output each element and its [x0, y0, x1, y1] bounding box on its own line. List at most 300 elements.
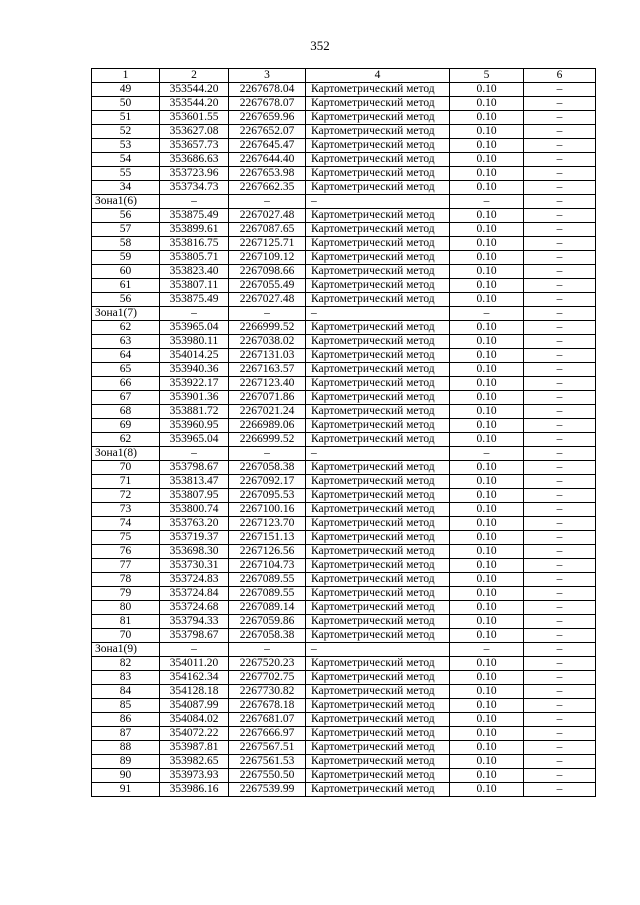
table-cell: Картометрический метод — [306, 545, 450, 559]
table-cell: 353807.11 — [160, 279, 229, 293]
table-cell: 2267125.71 — [229, 237, 306, 251]
table-cell: 76 — [92, 545, 160, 559]
table-cell: Картометрический метод — [306, 349, 450, 363]
table-cell: 354084.02 — [160, 713, 229, 727]
table-cell: – — [524, 265, 596, 279]
table-cell: 2267058.38 — [229, 461, 306, 475]
table-cell: 81 — [92, 615, 160, 629]
table-cell: 353719.37 — [160, 531, 229, 545]
table-cell: Картометрический метод — [306, 265, 450, 279]
table-cell: – — [524, 671, 596, 685]
table-cell: – — [229, 307, 306, 321]
table-cell: 61 — [92, 279, 160, 293]
table-cell: – — [229, 447, 306, 461]
table-cell: – — [524, 727, 596, 741]
table-row — [92, 363, 596, 377]
table-cell: – — [450, 447, 524, 461]
table-row — [92, 419, 596, 433]
table-cell: 0.10 — [450, 699, 524, 713]
table-cell: Картометрический метод — [306, 461, 450, 475]
table-cell: 2267652.07 — [229, 125, 306, 139]
table-cell: 63 — [92, 335, 160, 349]
table-cell: 0.10 — [450, 531, 524, 545]
table-cell: 0.10 — [450, 727, 524, 741]
table-cell: 0.10 — [450, 657, 524, 671]
column-header: 3 — [229, 69, 306, 83]
table-cell: 57 — [92, 223, 160, 237]
table-cell: – — [524, 615, 596, 629]
table-cell: 353922.17 — [160, 377, 229, 391]
table-row — [92, 699, 596, 713]
table-row — [92, 629, 596, 643]
table-cell: Картометрический метод — [306, 181, 450, 195]
table-cell: – — [306, 195, 450, 209]
table-cell: Картометрический метод — [306, 671, 450, 685]
table-cell: 0.10 — [450, 265, 524, 279]
table-header-row — [92, 69, 596, 83]
table-cell: 68 — [92, 405, 160, 419]
table-cell: 0.10 — [450, 377, 524, 391]
table-cell: – — [524, 377, 596, 391]
table-cell: 0.10 — [450, 559, 524, 573]
table-cell: Картометрический метод — [306, 139, 450, 153]
table-cell: – — [450, 195, 524, 209]
table-cell: 2267567.51 — [229, 741, 306, 755]
table-row — [92, 503, 596, 517]
table-cell: 0.10 — [450, 587, 524, 601]
table-cell: 2267666.97 — [229, 727, 306, 741]
table-cell: 84 — [92, 685, 160, 699]
table-cell: 0.10 — [450, 153, 524, 167]
table-cell: 2267561.53 — [229, 755, 306, 769]
table-cell: 353544.20 — [160, 97, 229, 111]
column-header: 6 — [524, 69, 596, 83]
table-cell: 78 — [92, 573, 160, 587]
table-cell: 353965.04 — [160, 433, 229, 447]
column-header: 2 — [160, 69, 229, 83]
table-row — [92, 405, 596, 419]
table-cell: 353800.74 — [160, 503, 229, 517]
table-cell: – — [524, 363, 596, 377]
table-cell: Картометрический метод — [306, 531, 450, 545]
table-cell: 0.10 — [450, 209, 524, 223]
table-cell: 353686.63 — [160, 153, 229, 167]
table-cell: – — [524, 251, 596, 265]
table-cell: 82 — [92, 657, 160, 671]
table-cell: 0.10 — [450, 419, 524, 433]
table-cell: 0.10 — [450, 741, 524, 755]
table-cell: 0.10 — [450, 335, 524, 349]
table-row — [92, 125, 596, 139]
table-cell: – — [160, 643, 229, 657]
table-cell: – — [524, 587, 596, 601]
table-cell: – — [160, 195, 229, 209]
table-cell: Картометрический метод — [306, 489, 450, 503]
table-row — [92, 601, 596, 615]
table-cell: – — [524, 461, 596, 475]
table-cell: – — [524, 419, 596, 433]
table-cell: Зона1(7) — [92, 307, 160, 321]
table-cell: – — [524, 699, 596, 713]
table-cell: 56 — [92, 209, 160, 223]
table-cell: – — [524, 307, 596, 321]
table-cell: Картометрический метод — [306, 419, 450, 433]
table-cell: 0.10 — [450, 251, 524, 265]
table-cell: 91 — [92, 783, 160, 797]
table-row — [92, 251, 596, 265]
table-cell: – — [524, 167, 596, 181]
table-cell: 2267126.56 — [229, 545, 306, 559]
table-row — [92, 475, 596, 489]
table-cell: 353899.61 — [160, 223, 229, 237]
table-cell: Картометрический метод — [306, 237, 450, 251]
table-row — [92, 97, 596, 111]
table-cell: – — [524, 531, 596, 545]
table-cell: – — [160, 307, 229, 321]
table-cell: – — [450, 307, 524, 321]
table-row — [92, 755, 596, 769]
table-cell: 2267109.12 — [229, 251, 306, 265]
table-cell: 72 — [92, 489, 160, 503]
table-cell: 353816.75 — [160, 237, 229, 251]
table-cell: 354128.18 — [160, 685, 229, 699]
table-row — [92, 783, 596, 797]
table-row — [92, 293, 596, 307]
table-row — [92, 433, 596, 447]
table-row — [92, 657, 596, 671]
table-cell: 353823.40 — [160, 265, 229, 279]
table-cell: Картометрический метод — [306, 111, 450, 125]
table-cell: – — [524, 755, 596, 769]
table-cell: 2267055.49 — [229, 279, 306, 293]
table-cell: 0.10 — [450, 489, 524, 503]
table-cell: 2267095.53 — [229, 489, 306, 503]
table-cell: 353813.47 — [160, 475, 229, 489]
table-cell: 2267681.07 — [229, 713, 306, 727]
table-cell: 353724.83 — [160, 573, 229, 587]
table-cell: 2267678.18 — [229, 699, 306, 713]
table-cell: 353794.33 — [160, 615, 229, 629]
table-cell: Зона1(9) — [92, 643, 160, 657]
table-cell: – — [524, 111, 596, 125]
table-cell: 0.10 — [450, 349, 524, 363]
table-cell: 2267662.35 — [229, 181, 306, 195]
table-row — [92, 321, 596, 335]
table-cell: Картометрический метод — [306, 97, 450, 111]
table-cell: 77 — [92, 559, 160, 573]
table-cell: 62 — [92, 321, 160, 335]
table-cell: 2267087.65 — [229, 223, 306, 237]
table-cell: – — [524, 559, 596, 573]
table-cell: – — [306, 307, 450, 321]
table-cell: 354014.25 — [160, 349, 229, 363]
table-cell: 2267123.70 — [229, 517, 306, 531]
table-row — [92, 461, 596, 475]
table-cell: 353698.30 — [160, 545, 229, 559]
table-cell: 0.10 — [450, 615, 524, 629]
table-cell: 0.10 — [450, 475, 524, 489]
table-row — [92, 335, 596, 349]
table-cell: 2267550.50 — [229, 769, 306, 783]
table-cell: 2267539.99 — [229, 783, 306, 797]
table-cell: Картометрический метод — [306, 321, 450, 335]
table-cell: 353875.49 — [160, 209, 229, 223]
table-row — [92, 545, 596, 559]
table-cell: 2267092.17 — [229, 475, 306, 489]
table-cell: 75 — [92, 531, 160, 545]
table-cell: Картометрический метод — [306, 741, 450, 755]
table-cell: 0.10 — [450, 629, 524, 643]
table-cell: 0.10 — [450, 573, 524, 587]
table-row — [92, 713, 596, 727]
table-cell: 0.10 — [450, 517, 524, 531]
table-row — [92, 83, 596, 97]
table-cell: 2267071.86 — [229, 391, 306, 405]
table-cell: 2266999.52 — [229, 433, 306, 447]
table-cell: Картометрический метод — [306, 167, 450, 181]
table-cell: Картометрический метод — [306, 377, 450, 391]
table-cell: – — [524, 489, 596, 503]
table-cell: Картометрический метод — [306, 475, 450, 489]
table-cell: – — [524, 405, 596, 419]
table-cell: 59 — [92, 251, 160, 265]
table-cell: 354162.34 — [160, 671, 229, 685]
table-cell: 0.10 — [450, 223, 524, 237]
table-cell: 2267089.14 — [229, 601, 306, 615]
table-cell: 2267678.07 — [229, 97, 306, 111]
table-cell: 353798.67 — [160, 461, 229, 475]
table-cell: 62 — [92, 433, 160, 447]
table-cell: – — [524, 321, 596, 335]
table-cell: 0.10 — [450, 293, 524, 307]
table-cell: 64 — [92, 349, 160, 363]
table-row — [92, 167, 596, 181]
table-cell: 2267089.55 — [229, 587, 306, 601]
table-cell: 2267659.96 — [229, 111, 306, 125]
table-cell: Картометрический метод — [306, 615, 450, 629]
table-cell: 0.10 — [450, 755, 524, 769]
table-row — [92, 377, 596, 391]
table-cell: 54 — [92, 153, 160, 167]
table-cell: 353986.16 — [160, 783, 229, 797]
table-cell: 354072.22 — [160, 727, 229, 741]
table-cell: – — [524, 237, 596, 251]
table-row — [92, 391, 596, 405]
table-cell: Картометрический метод — [306, 503, 450, 517]
table-cell: Зона1(8) — [92, 447, 160, 461]
table-cell: 354011.20 — [160, 657, 229, 671]
table-row — [92, 685, 596, 699]
table-cell: 0.10 — [450, 685, 524, 699]
table-row — [92, 265, 596, 279]
table-cell: Зона1(6) — [92, 195, 160, 209]
table-cell: 2267089.55 — [229, 573, 306, 587]
column-header: 4 — [306, 69, 450, 83]
table-cell: 56 — [92, 293, 160, 307]
zone-row — [92, 447, 596, 461]
table-cell: – — [524, 769, 596, 783]
table-cell: 2267038.02 — [229, 335, 306, 349]
table-cell: 58 — [92, 237, 160, 251]
table-cell: Картометрический метод — [306, 433, 450, 447]
table-cell: 90 — [92, 769, 160, 783]
table-cell: 52 — [92, 125, 160, 139]
table-cell: – — [524, 783, 596, 797]
table-row — [92, 517, 596, 531]
table-cell: – — [524, 601, 596, 615]
table-row — [92, 139, 596, 153]
table-cell: 89 — [92, 755, 160, 769]
table-cell: 0.10 — [450, 125, 524, 139]
table-cell: 2267678.04 — [229, 83, 306, 97]
table-cell: Картометрический метод — [306, 223, 450, 237]
table-cell: – — [524, 475, 596, 489]
table-cell: Картометрический метод — [306, 517, 450, 531]
table-row — [92, 223, 596, 237]
table-row — [92, 111, 596, 125]
table-cell: 2267163.57 — [229, 363, 306, 377]
table-cell: 354087.99 — [160, 699, 229, 713]
table-cell: – — [524, 349, 596, 363]
table-row — [92, 237, 596, 251]
table-cell: 2267645.47 — [229, 139, 306, 153]
table-cell: 353901.36 — [160, 391, 229, 405]
table-cell: 87 — [92, 727, 160, 741]
table-cell: – — [306, 447, 450, 461]
table-cell: 80 — [92, 601, 160, 615]
table-cell: – — [524, 657, 596, 671]
table-cell: – — [524, 181, 596, 195]
table-cell: Картометрический метод — [306, 657, 450, 671]
table-cell: 353723.96 — [160, 167, 229, 181]
table-row — [92, 181, 596, 195]
table-cell: Картометрический метод — [306, 391, 450, 405]
table-cell: 0.10 — [450, 713, 524, 727]
table-cell: 353987.81 — [160, 741, 229, 755]
table-cell: 353980.11 — [160, 335, 229, 349]
table-row — [92, 349, 596, 363]
table-cell: – — [306, 643, 450, 657]
table-cell: Картометрический метод — [306, 783, 450, 797]
table-cell: 2267520.23 — [229, 657, 306, 671]
table-cell: 66 — [92, 377, 160, 391]
table-cell: – — [524, 223, 596, 237]
table-cell: 2267151.13 — [229, 531, 306, 545]
table-cell: Картометрический метод — [306, 559, 450, 573]
table-cell: Картометрический метод — [306, 293, 450, 307]
column-header: 1 — [92, 69, 160, 83]
table-row — [92, 531, 596, 545]
table-cell: 353875.49 — [160, 293, 229, 307]
table-cell: 88 — [92, 741, 160, 755]
table-cell: Картометрический метод — [306, 153, 450, 167]
table-cell: 0.10 — [450, 181, 524, 195]
table-cell: Картометрический метод — [306, 699, 450, 713]
zone-row — [92, 195, 596, 209]
table-cell: – — [524, 517, 596, 531]
table-cell: 353982.65 — [160, 755, 229, 769]
table-body — [92, 83, 596, 797]
table-cell: 0.10 — [450, 433, 524, 447]
table-cell: 353734.73 — [160, 181, 229, 195]
table-cell: – — [524, 643, 596, 657]
table-cell: Картометрический метод — [306, 587, 450, 601]
table-cell: 0.10 — [450, 97, 524, 111]
table-cell: 50 — [92, 97, 160, 111]
table-cell: – — [524, 391, 596, 405]
table-cell: 86 — [92, 713, 160, 727]
table-cell: 2267730.82 — [229, 685, 306, 699]
table-cell: 0.10 — [450, 671, 524, 685]
table-cell: Картометрический метод — [306, 769, 450, 783]
table-cell: 74 — [92, 517, 160, 531]
table-cell: 2266989.06 — [229, 419, 306, 433]
table-cell: Картометрический метод — [306, 601, 450, 615]
table-cell: 0.10 — [450, 461, 524, 475]
table-cell: 85 — [92, 699, 160, 713]
table-cell: 353807.95 — [160, 489, 229, 503]
table-cell: 353763.20 — [160, 517, 229, 531]
table-cell: 2267100.16 — [229, 503, 306, 517]
table-cell: – — [524, 545, 596, 559]
table-cell: 2266999.52 — [229, 321, 306, 335]
table-cell: 0.10 — [450, 503, 524, 517]
table-cell: Картометрический метод — [306, 573, 450, 587]
table-cell: 83 — [92, 671, 160, 685]
table-cell: 2267131.03 — [229, 349, 306, 363]
table-cell: 2267021.24 — [229, 405, 306, 419]
table-cell: 2267653.98 — [229, 167, 306, 181]
table-cell: Картометрический метод — [306, 713, 450, 727]
table-cell: 2267059.86 — [229, 615, 306, 629]
table-row — [92, 769, 596, 783]
table-cell: 2267104.73 — [229, 559, 306, 573]
table-cell: 71 — [92, 475, 160, 489]
table-row — [92, 153, 596, 167]
table-cell: 2267027.48 — [229, 293, 306, 307]
table-cell: 353657.73 — [160, 139, 229, 153]
table-cell: 2267702.75 — [229, 671, 306, 685]
table-cell: 0.10 — [450, 601, 524, 615]
table-cell: – — [524, 293, 596, 307]
table-cell: – — [524, 83, 596, 97]
table-cell: Картометрический метод — [306, 727, 450, 741]
table-cell: 70 — [92, 629, 160, 643]
table-cell: 353805.71 — [160, 251, 229, 265]
table-cell: 0.10 — [450, 405, 524, 419]
table-cell: Картометрический метод — [306, 83, 450, 97]
table-cell: – — [524, 335, 596, 349]
table-cell: 0.10 — [450, 363, 524, 377]
table-cell: 0.10 — [450, 167, 524, 181]
table-cell: 353798.67 — [160, 629, 229, 643]
table-cell: 353965.04 — [160, 321, 229, 335]
table-row — [92, 489, 596, 503]
table-row — [92, 727, 596, 741]
table-row — [92, 209, 596, 223]
table-cell: – — [524, 503, 596, 517]
table-row — [92, 587, 596, 601]
table-cell: Картометрический метод — [306, 363, 450, 377]
table-cell: – — [524, 125, 596, 139]
table-cell: – — [524, 713, 596, 727]
table-cell: – — [524, 97, 596, 111]
table-cell: 0.10 — [450, 237, 524, 251]
table-row — [92, 573, 596, 587]
table-cell: – — [524, 685, 596, 699]
table-row — [92, 279, 596, 293]
table-row — [92, 741, 596, 755]
